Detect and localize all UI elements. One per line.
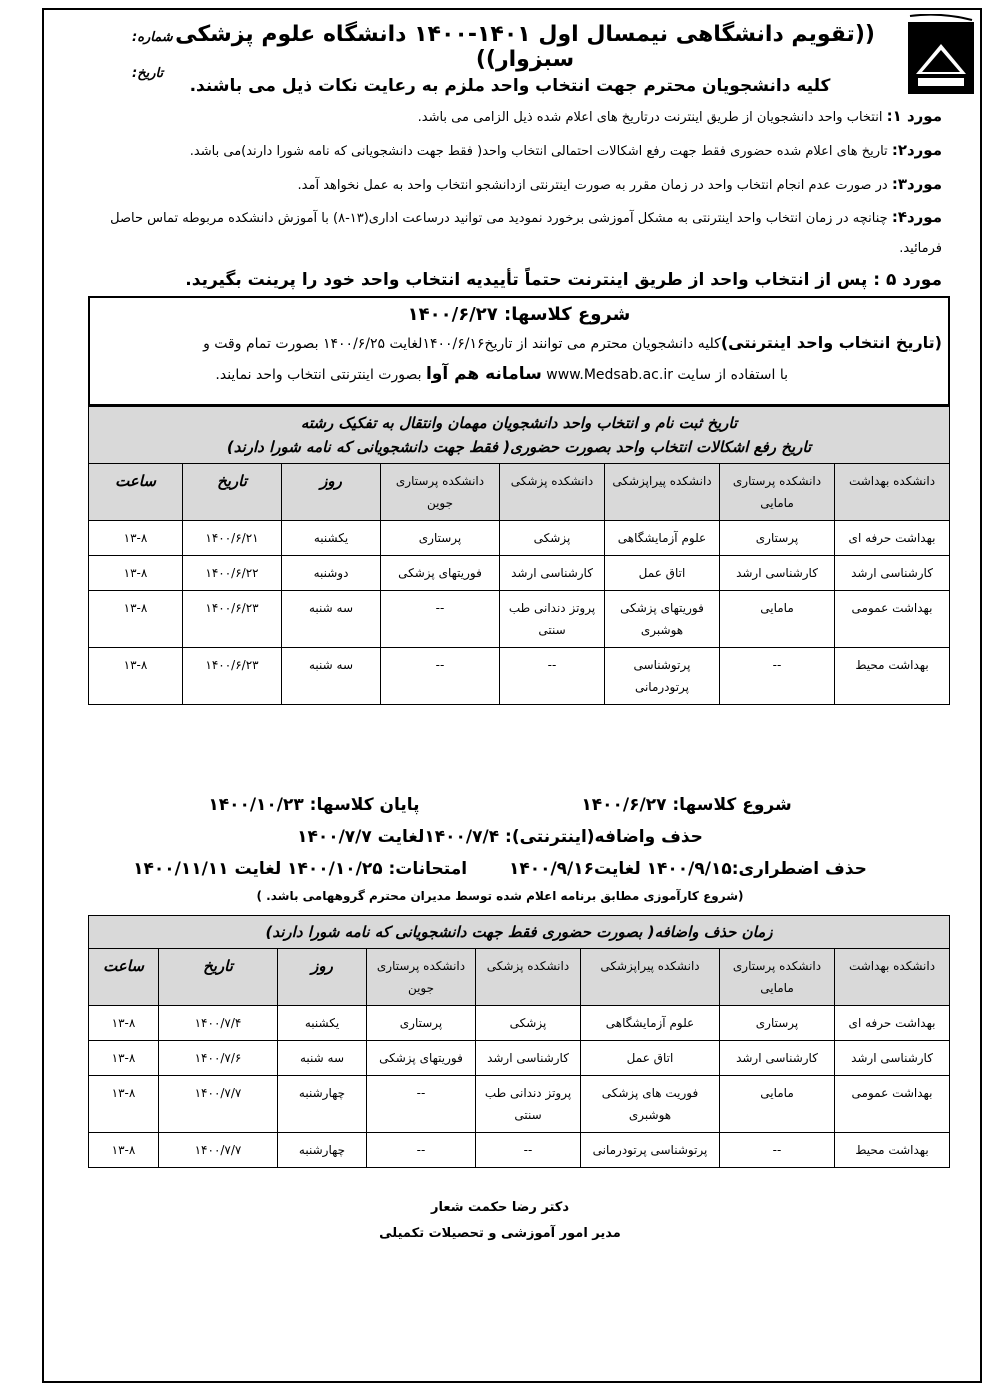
column-header: دانشکده پرستاری جوین bbox=[367, 949, 476, 1006]
table-cell: بهداشت محیط bbox=[835, 1133, 950, 1168]
table-cell: ۱۴۰۰/۷/۷ bbox=[159, 1133, 278, 1168]
table-cell: -- bbox=[720, 1133, 835, 1168]
table-cell: سه شنبه bbox=[282, 648, 381, 705]
column-header: دانشکده پیراپزشکی bbox=[581, 949, 720, 1006]
band-line-1: تاریخ ثبت نام و انتخاب واحد دانشجویان مهمان وانتقال به تفکیک رشته bbox=[300, 414, 738, 432]
emergency-exams bbox=[60, 859, 940, 879]
rule-text: چنانچه در زمان انتخاب واحد اینترنتی به مشکل آموزشی برخورد نمودید می توانید درساعت اداری(۱۳-۸) با آموزش دانشکده مربوطه تماس حاصل فرمائید. bbox=[110, 211, 942, 256]
table-cell: علوم آزمایشگاهی bbox=[605, 521, 720, 556]
table-cell: ۱۳-۸ bbox=[89, 521, 183, 556]
table-cell: -- bbox=[720, 648, 835, 705]
table-cell: پروتز دندانی طب سنتی bbox=[500, 591, 605, 648]
add-drop-online: حذف واضافه(اینترنتی): ۱۴۰۰/۷/۴لغایت ۱۴۰۰/۷/۷ bbox=[297, 827, 703, 847]
page-title: ((تقویم دانشگاهی نیمسال اول ۱۴۰۱-۱۴۰۰ دانشگاه علوم پزشکی سبزوار)) bbox=[175, 22, 875, 72]
rule-item bbox=[100, 100, 942, 134]
table-cell: چهارشنبه bbox=[278, 1076, 367, 1133]
intro-text: کلیه دانشجویان محترم جهت انتخاب واحد ملزم به رعایت نکات ذیل می باشند. bbox=[189, 76, 831, 96]
table-cell: فوریتهای پزشکی هوشبری bbox=[605, 591, 720, 648]
column-header: ساعت bbox=[89, 949, 159, 1006]
column-header: دانشکده بهداشت bbox=[835, 464, 950, 521]
table-cell: کارشناسی ارشد bbox=[476, 1041, 581, 1076]
table-header-row bbox=[89, 464, 950, 521]
table-cell: اتاق عمل bbox=[581, 1041, 720, 1076]
column-header: ساعت bbox=[89, 464, 183, 521]
table-cell: ۱۴۰۰/۶/۲۱ bbox=[183, 521, 282, 556]
signature-name: دکتر رضا حکمت شعار bbox=[430, 1200, 570, 1215]
column-header: روز bbox=[282, 464, 381, 521]
table-row bbox=[89, 591, 950, 648]
table-cell: ۱۳-۸ bbox=[89, 556, 183, 591]
table-cell: پرستاری bbox=[720, 1006, 835, 1041]
table-cell: ۱۳-۸ bbox=[89, 648, 183, 705]
table-cell: کارشناسی ارشد bbox=[835, 556, 950, 591]
rule-head: مورد ۱: bbox=[886, 107, 942, 125]
add-drop-table bbox=[88, 915, 950, 1168]
table-row bbox=[89, 556, 950, 591]
table-header-row bbox=[89, 949, 950, 1006]
table-band: زمان حذف واضافه( بصورت حضوری فقط جهت دانشجویانی که نامه شورا دارند) bbox=[89, 916, 950, 949]
rule-head: مورد۴: bbox=[891, 208, 942, 226]
table-cell: ۱۴۰۰/۷/۷ bbox=[159, 1076, 278, 1133]
table-cell: پزشکی bbox=[500, 521, 605, 556]
online-registration-box bbox=[88, 296, 950, 406]
signature-title: مدیر امور آموزشی و تحصیلات تکمیلی bbox=[379, 1226, 621, 1241]
class-start: شروع کلاسها: ۱۴۰۰/۶/۲۷ bbox=[407, 304, 631, 325]
class-end-date: پایان کلاسها: ۱۴۰۰/۱۰/۲۳ bbox=[208, 795, 420, 815]
table-cell: فوریتهای پزشکی bbox=[381, 556, 500, 591]
table-band bbox=[89, 407, 950, 464]
table-cell: ۱۳-۸ bbox=[89, 1041, 159, 1076]
table-cell: ۱۳-۸ bbox=[89, 591, 183, 648]
table-cell: پزشکی bbox=[476, 1006, 581, 1041]
table-cell: -- bbox=[476, 1133, 581, 1168]
table-cell: پرتوشناسی پرتودرمانی bbox=[605, 648, 720, 705]
registration-table bbox=[88, 406, 950, 705]
table-cell: ۱۴۰۰/۶/۲۲ bbox=[183, 556, 282, 591]
class-start-date: شروع کلاسها: ۱۴۰۰/۶/۲۷ bbox=[581, 795, 792, 815]
table-cell: یکشنبه bbox=[282, 521, 381, 556]
table-cell: -- bbox=[381, 648, 500, 705]
table-cell: اتاق عمل bbox=[605, 556, 720, 591]
column-header: روز bbox=[278, 949, 367, 1006]
table-cell: چهارشنبه bbox=[278, 1133, 367, 1168]
table-row bbox=[89, 1133, 950, 1168]
table-cell: پرستاری bbox=[381, 521, 500, 556]
table-cell: سه شنبه bbox=[278, 1041, 367, 1076]
table-cell: فوریتهای پزشکی bbox=[367, 1041, 476, 1076]
table-cell: بهداشت عمومی bbox=[835, 591, 950, 648]
table-cell: ۱۴۰۰/۶/۲۳ bbox=[183, 648, 282, 705]
online-dates bbox=[90, 333, 948, 354]
internship-note: (شروع کارآموزی مطابق برنامه اعلام شده توسط مدیران محترم گروههامی باشد. ) bbox=[256, 889, 744, 903]
table-cell: -- bbox=[381, 591, 500, 648]
site-line bbox=[90, 364, 948, 384]
table-cell: پروتز دندانی طب سنتی bbox=[476, 1076, 581, 1133]
table-cell: ۱۳-۸ bbox=[89, 1133, 159, 1168]
class-dates bbox=[60, 795, 940, 815]
rule-text: تاریخ های اعلام شده حضوری فقط جهت رفع اشکالات احتمالی انتخاب واحد( فقط جهت دانشجویانی که نامه شورا دارند)می باشد. bbox=[189, 144, 888, 159]
table-cell: -- bbox=[367, 1076, 476, 1133]
rule-item bbox=[100, 168, 942, 202]
table-cell: یکشنبه bbox=[278, 1006, 367, 1041]
table-cell: ۱۴۰۰/۷/۴ bbox=[159, 1006, 278, 1041]
table-row bbox=[89, 648, 950, 705]
table-cell: بهداشت عمومی bbox=[835, 1076, 950, 1133]
rule-item bbox=[100, 134, 942, 168]
table-cell: بهداشت حرفه ای bbox=[835, 521, 950, 556]
table-cell: کارشناسی ارشد bbox=[720, 556, 835, 591]
table-row bbox=[89, 521, 950, 556]
table-cell: بهداشت حرفه ای bbox=[835, 1006, 950, 1041]
university-logo bbox=[906, 14, 976, 96]
table-cell: ۱۴۰۰/۶/۲۳ bbox=[183, 591, 282, 648]
table-cell: دوشنبه bbox=[282, 556, 381, 591]
date-label: تاریخ: bbox=[132, 66, 164, 81]
column-header: دانشکده پیراپزشکی bbox=[605, 464, 720, 521]
table-cell: سه شنبه bbox=[282, 591, 381, 648]
online-label: (تاریخ انتخاب واحد اینترنتی) bbox=[720, 333, 942, 352]
table-cell: بهداشت محیط bbox=[835, 648, 950, 705]
table-cell: ۱۴۰۰/۷/۶ bbox=[159, 1041, 278, 1076]
site-post: بصورت اینترنتی انتخاب واحد نمایند. bbox=[215, 367, 422, 383]
table-cell: مامایی bbox=[720, 1076, 835, 1133]
band-line-2: تاریخ رفع اشکالات انتخاب واحد بصورت حضوری( فقط جهت دانشجویانی که نامه شورا دارند) bbox=[226, 438, 812, 456]
table-cell: -- bbox=[500, 648, 605, 705]
table-cell: کارشناسی ارشد bbox=[835, 1041, 950, 1076]
table-row bbox=[89, 1041, 950, 1076]
table-cell: ۱۳-۸ bbox=[89, 1076, 159, 1133]
table-cell: ۱۳-۸ bbox=[89, 1006, 159, 1041]
column-header: تاریخ bbox=[159, 949, 278, 1006]
rule-head: مورد۳: bbox=[891, 175, 942, 193]
table-row bbox=[89, 1006, 950, 1041]
table-cell: پرستاری bbox=[367, 1006, 476, 1041]
rule-text: در صورت عدم انجام انتخاب واحد در زمان مقرر به صورت اینترنتی ازدانشجو انتخاب واحد به عمل نخواهد آمد. bbox=[297, 178, 888, 193]
column-header: دانشکده بهداشت bbox=[835, 949, 950, 1006]
rule-head: مورد۲: bbox=[891, 141, 942, 159]
rule-item-5: مورد ۵ : پس از انتخاب واحد از طریق اینترنت حتماً تأییدیه انتخاب واحد خود را پرینت بگیرید. bbox=[185, 270, 942, 290]
emergency-drop: حذف اضطراری:۱۴۰۰/۹/۱۵ لغایت۱۴۰۰/۹/۱۶ bbox=[508, 859, 867, 879]
table-cell: کارشناسی ارشد bbox=[500, 556, 605, 591]
column-header: تاریخ bbox=[183, 464, 282, 521]
column-header: دانشکده پرستاری جوین bbox=[381, 464, 500, 521]
column-header: دانشکده پزشکی bbox=[500, 464, 605, 521]
exams-dates: امتحانات: ۱۴۰۰/۱۰/۲۵ لغایت ۱۴۰۰/۱۱/۱۱ bbox=[133, 859, 468, 879]
column-header: دانشکده پرستاری مامایی bbox=[720, 464, 835, 521]
rule-item bbox=[100, 202, 942, 264]
table-cell: پرستاری bbox=[720, 521, 835, 556]
number-label: شماره: bbox=[132, 30, 173, 45]
rule-text: انتخاب واحد دانشجویان از طریق اینترنت درتاریخ های اعلام شده ذیل الزامی می باشد. bbox=[417, 110, 883, 125]
online-text: کلیه دانشجویان محترم می توانند از تاریخ۱۴۰۰/۶/۱۶لغایت ۱۴۰۰/۶/۲۵ بصورت تمام وقت و bbox=[203, 336, 721, 352]
table-cell: مامایی bbox=[720, 591, 835, 648]
table-cell: کارشناسی ارشد bbox=[720, 1041, 835, 1076]
column-header: دانشکده پزشکی bbox=[476, 949, 581, 1006]
column-header: دانشکده پرستاری مامایی bbox=[720, 949, 835, 1006]
rules-list bbox=[100, 100, 942, 264]
table-cell: علوم آزمایشگاهی bbox=[581, 1006, 720, 1041]
table-cell: -- bbox=[367, 1133, 476, 1168]
table-cell: فوریت های پزشکی هوشبری bbox=[581, 1076, 720, 1133]
table-cell: پرتوشناسی پرتودرمانی bbox=[581, 1133, 720, 1168]
site-pre: با استفاده از سایت www.Medsab.ac.ir bbox=[546, 367, 788, 383]
table-row bbox=[89, 1076, 950, 1133]
site-name: سامانه هم آوا bbox=[425, 364, 542, 384]
